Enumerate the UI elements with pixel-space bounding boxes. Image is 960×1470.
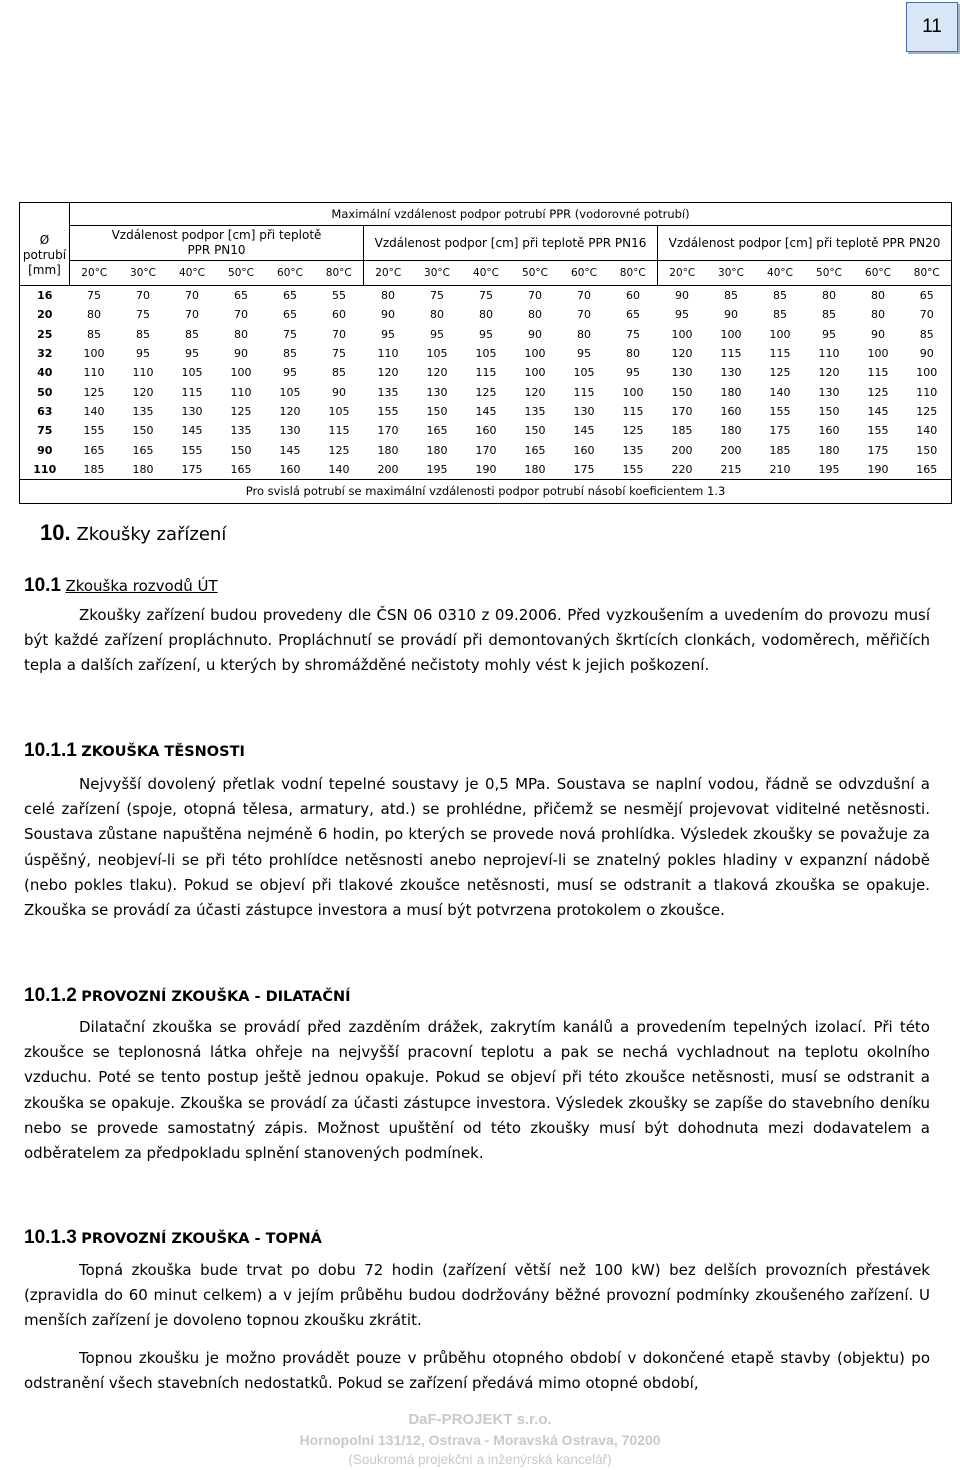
paragraph-heating-test: Topná zkouška bude trvat po dobu 72 hodin (zařízení větší než 100 kW) bez delších provozních přestávek (zpravidla do 60 minut celkem) a v jejím průběhu budou dodržovány běžné provozní podmínky zkoušeného zařízení. U menších zařízení je dovoleno topnou zkoušku zkrátit. bbox=[24, 1261, 930, 1330]
distance-cell: 80 bbox=[234, 327, 248, 341]
distance-cell: 100 bbox=[622, 385, 644, 399]
distance-cell: 145 bbox=[867, 404, 889, 418]
distance-cell: 100 bbox=[524, 366, 546, 380]
temperature-header-cell: 50°C bbox=[511, 261, 560, 286]
distance-cell: 80 bbox=[577, 327, 591, 341]
table-row bbox=[20, 286, 952, 306]
distance-cell: 135 bbox=[524, 404, 546, 418]
distance-cell: 180 bbox=[720, 385, 742, 399]
distance-cell: 115 bbox=[769, 347, 791, 361]
paragraph-leak-test: Nejvyšší dovolený přetlak vodní tepelné soustavy je 0,5 MPa. Soustava se naplní vodou, řádně se odvzdušní a celé zařízení (spoje, otopná tělesa, armatury, atd.) se prohlédne, přičemž se nesmějí projevovat viditelné netěsnosti. Soustava zůstane napuštěna nejméně 6 hodin, po kterých se provede nová prohlídka. Výsledek zkoušky se považuje za úspěšný, neobjeví-li se při této prohlídce netěsnosti anebo neprojeví-li se znatelný pokles hladiny v expanzní nádobě (nebo pokles tlaku). Pokud se objeví při tlakové zkoušce netěsnosti, musí se odstranit a tlaková zkouška se opakuje. Zkouška se provádí za účasti zástupce investora a musí být potvrzena protokolem o zkoušce. bbox=[24, 775, 930, 920]
distance-cell: 180 bbox=[818, 443, 840, 457]
distance-cell: 165 bbox=[132, 443, 154, 457]
diameter-header-line: [mm] bbox=[28, 262, 61, 277]
distance-cell: 85 bbox=[87, 327, 101, 341]
temperature-header-cell: 50°C bbox=[805, 261, 854, 286]
heading-number: 10.1.1 bbox=[24, 740, 77, 761]
heading-number: 10.1.3 bbox=[24, 1227, 77, 1248]
distance-cell: 105 bbox=[573, 366, 595, 380]
distance-cell: 130 bbox=[181, 404, 203, 418]
diameter-cell: 75 bbox=[20, 421, 70, 440]
heading-number: 10.1.2 bbox=[24, 985, 77, 1006]
diameter-cell: 63 bbox=[20, 402, 70, 421]
distance-cell: 100 bbox=[230, 366, 252, 380]
heading-title: ZKOUŠKA TĚSNOSTI bbox=[81, 744, 245, 760]
distance-cell: 155 bbox=[83, 424, 105, 438]
distance-cell: 200 bbox=[671, 443, 693, 457]
distance-cell: 80 bbox=[871, 308, 885, 322]
distance-cell: 185 bbox=[671, 424, 693, 438]
page-footer bbox=[0, 1410, 960, 1470]
distance-cell: 150 bbox=[524, 424, 546, 438]
distance-cell: 70 bbox=[332, 327, 346, 341]
distance-cell: 110 bbox=[903, 382, 952, 401]
distance-cell: 150 bbox=[230, 443, 252, 457]
distance-cell: 110 bbox=[132, 366, 154, 380]
distance-cell: 180 bbox=[377, 443, 399, 457]
temperature-header-cell: 60°C bbox=[560, 261, 609, 286]
distance-cell: 80 bbox=[528, 308, 542, 322]
distance-cell: 100 bbox=[720, 327, 742, 341]
distance-cell: 130 bbox=[426, 385, 448, 399]
distance-cell: 110 bbox=[377, 347, 399, 361]
distance-cell: 85 bbox=[136, 327, 150, 341]
distance-cell: 160 bbox=[818, 424, 840, 438]
distance-cell: 140 bbox=[769, 385, 791, 399]
distance-cell: 75 bbox=[332, 347, 346, 361]
distance-cell: 145 bbox=[475, 404, 497, 418]
distance-cell: 125 bbox=[769, 366, 791, 380]
diameter-cell: 32 bbox=[20, 344, 70, 363]
distance-cell: 145 bbox=[573, 424, 595, 438]
distance-cell: 90 bbox=[234, 347, 248, 361]
distance-cell: 150 bbox=[426, 404, 448, 418]
distance-cell: 165 bbox=[83, 443, 105, 457]
distance-cell: 100 bbox=[524, 347, 546, 361]
diameter-cell: 90 bbox=[20, 440, 70, 459]
distance-cell: 120 bbox=[426, 366, 448, 380]
distance-cell: 185 bbox=[769, 443, 791, 457]
diameter-header-line: potrubí bbox=[22, 247, 67, 262]
distance-cell: 125 bbox=[328, 443, 350, 457]
table-row bbox=[20, 325, 952, 344]
distance-cell: 120 bbox=[279, 404, 301, 418]
distance-cell: 180 bbox=[720, 424, 742, 438]
distance-cell: 115 bbox=[181, 385, 203, 399]
distance-cell: 80 bbox=[871, 289, 885, 303]
distance-cell: 60 bbox=[626, 289, 640, 303]
distance-cell: 160 bbox=[475, 424, 497, 438]
distance-cell: 95 bbox=[577, 347, 591, 361]
distance-cell: 115 bbox=[475, 366, 497, 380]
distance-cell: 100 bbox=[903, 363, 952, 382]
diameter-cell: 50 bbox=[20, 382, 70, 401]
distance-cell: 180 bbox=[426, 443, 448, 457]
distance-cell: 105 bbox=[181, 366, 203, 380]
intro-paragraph: Zkoušky zařízení budou provedeny dle ČSN 06 0310 z 09.2006. Před vyzkoušením a uvedením do provozu musí být každé zařízení propláchnuto. Propláchnutí se provádí při demontovaných škrtících clonkách, vodoměrech, měřičích tepla a dalších zařízení, u kterých by shromážděné nečistoty mohly vést k jejich poškození. bbox=[24, 606, 930, 675]
distance-cell: 90 bbox=[724, 308, 738, 322]
group-header-pn20: Vzdálenost podpor [cm] při teplotě PPR PN20 bbox=[658, 226, 952, 261]
distance-cell: 120 bbox=[132, 385, 154, 399]
diameter-header-line: Ø bbox=[39, 232, 50, 247]
distance-cell: 175 bbox=[769, 424, 791, 438]
distance-cell: 110 bbox=[230, 385, 252, 399]
distance-cell: 80 bbox=[430, 308, 444, 322]
distance-cell: 155 bbox=[769, 404, 791, 418]
temperature-header-cell: 30°C bbox=[119, 261, 168, 286]
distance-cell: 80 bbox=[479, 308, 493, 322]
footer-address: Hornopolní 131/12, Ostrava - Moravská Ostrava, 70200 bbox=[299, 1432, 661, 1448]
table-note: Pro svislá potrubí se maximální vzdálenosti podpor potrubí násobí koeficientem 1.3 bbox=[20, 479, 952, 503]
distance-cell: 75 bbox=[626, 327, 640, 341]
distance-cell: 160 bbox=[720, 404, 742, 418]
support-distance-table-container bbox=[19, 202, 951, 504]
distance-cell: 120 bbox=[671, 347, 693, 361]
diameter-cell: 25 bbox=[20, 325, 70, 344]
distance-cell: 210 bbox=[769, 462, 791, 476]
distance-cell: 90 bbox=[903, 344, 952, 363]
distance-cell: 95 bbox=[822, 327, 836, 341]
distance-cell: 105 bbox=[328, 404, 350, 418]
distance-cell: 135 bbox=[377, 385, 399, 399]
table-title: Maximální vzdálenost podpor potrubí PPR (vodorovné potrubí) bbox=[70, 203, 952, 226]
heading-title: PROVOZNÍ ZKOUŠKA - DILATAČNÍ bbox=[81, 989, 351, 1005]
distance-cell: 125 bbox=[230, 404, 252, 418]
table-row bbox=[20, 363, 952, 382]
section-title: Zkoušky zařízení bbox=[76, 524, 227, 545]
distance-cell: 70 bbox=[136, 289, 150, 303]
distance-cell: 100 bbox=[83, 347, 105, 361]
distance-cell: 215 bbox=[720, 462, 742, 476]
distance-cell: 95 bbox=[283, 366, 297, 380]
distance-cell: 85 bbox=[822, 308, 836, 322]
distance-cell: 175 bbox=[867, 443, 889, 457]
paragraph-heating-test-continued: Topnou zkoušku je možno provádět pouze v průběhu otopného období v dokončené etapě stavby (objektu) po odstranění všech stavebních nedostatků. Pokud se zařízení předává mimo otopné období, bbox=[24, 1349, 930, 1393]
distance-cell: 200 bbox=[720, 443, 742, 457]
distance-cell: 160 bbox=[279, 462, 301, 476]
distance-cell: 85 bbox=[332, 366, 346, 380]
subsection-heading bbox=[24, 575, 218, 597]
footer-company: DaF-PROJEKT s.r.o. bbox=[408, 1411, 552, 1428]
distance-cell: 70 bbox=[185, 289, 199, 303]
temperature-header-cell: 80°C bbox=[315, 261, 364, 286]
distance-cell: 85 bbox=[903, 325, 952, 344]
distance-cell: 95 bbox=[185, 347, 199, 361]
distance-cell: 130 bbox=[573, 404, 595, 418]
distance-cell: 65 bbox=[283, 308, 297, 322]
distance-cell: 80 bbox=[87, 308, 101, 322]
diameter-header bbox=[20, 226, 70, 286]
table-row bbox=[20, 440, 952, 459]
distance-cell: 195 bbox=[818, 462, 840, 476]
distance-cell: 115 bbox=[720, 347, 742, 361]
distance-cell: 135 bbox=[230, 424, 252, 438]
distance-cell: 70 bbox=[234, 308, 248, 322]
temperature-header-cell: 60°C bbox=[266, 261, 315, 286]
distance-cell: 145 bbox=[279, 443, 301, 457]
temperature-header-cell: 80°C bbox=[903, 261, 952, 286]
distance-cell: 85 bbox=[283, 347, 297, 361]
distance-cell: 155 bbox=[181, 443, 203, 457]
distance-cell: 155 bbox=[377, 404, 399, 418]
distance-cell: 190 bbox=[475, 462, 497, 476]
distance-cell: 110 bbox=[818, 347, 840, 361]
distance-cell: 115 bbox=[867, 366, 889, 380]
distance-cell: 95 bbox=[675, 308, 689, 322]
distance-cell: 65 bbox=[903, 286, 952, 306]
distance-cell: 150 bbox=[818, 404, 840, 418]
distance-cell: 125 bbox=[83, 385, 105, 399]
distance-cell: 75 bbox=[136, 308, 150, 322]
heading-title: PROVOZNÍ ZKOUŠKA - TOPNÁ bbox=[81, 1231, 322, 1247]
distance-cell: 130 bbox=[671, 366, 693, 380]
distance-cell: 85 bbox=[773, 308, 787, 322]
distance-cell: 90 bbox=[528, 327, 542, 341]
distance-cell: 165 bbox=[230, 462, 252, 476]
table-row bbox=[20, 305, 952, 324]
group-header-pn10 bbox=[70, 226, 364, 261]
distance-cell: 85 bbox=[724, 289, 738, 303]
distance-cell: 150 bbox=[903, 440, 952, 459]
footer-note: (Soukromá projekční a inženýrská kancelář) bbox=[348, 1452, 612, 1467]
distance-cell: 135 bbox=[622, 443, 644, 457]
subsection-title: Zkouška rozvodů ÚT bbox=[65, 577, 218, 595]
distance-cell: 190 bbox=[867, 462, 889, 476]
temperature-header-cell: 60°C bbox=[854, 261, 903, 286]
distance-cell: 75 bbox=[479, 289, 493, 303]
table-corner bbox=[20, 203, 70, 226]
distance-cell: 85 bbox=[185, 327, 199, 341]
distance-cell: 115 bbox=[573, 385, 595, 399]
section-heading bbox=[40, 520, 226, 546]
distance-cell: 75 bbox=[283, 327, 297, 341]
support-distance-table bbox=[19, 202, 952, 504]
distance-cell: 90 bbox=[675, 289, 689, 303]
distance-cell: 95 bbox=[381, 327, 395, 341]
distance-cell: 105 bbox=[279, 385, 301, 399]
distance-cell: 125 bbox=[622, 424, 644, 438]
temperature-header-cell: 20°C bbox=[70, 261, 119, 286]
distance-cell: 125 bbox=[867, 385, 889, 399]
distance-cell: 70 bbox=[903, 305, 952, 324]
distance-cell: 100 bbox=[671, 327, 693, 341]
temperature-header-cell: 30°C bbox=[707, 261, 756, 286]
distance-cell: 165 bbox=[426, 424, 448, 438]
temperature-header-row bbox=[20, 261, 952, 286]
distance-cell: 220 bbox=[671, 462, 693, 476]
temperature-header-cell: 40°C bbox=[168, 261, 217, 286]
temperature-header-cell: 40°C bbox=[462, 261, 511, 286]
diameter-cell: 16 bbox=[20, 286, 70, 306]
table-row bbox=[20, 421, 952, 440]
distance-cell: 115 bbox=[328, 424, 350, 438]
distance-cell: 170 bbox=[377, 424, 399, 438]
diameter-cell: 110 bbox=[20, 460, 70, 480]
distance-cell: 120 bbox=[377, 366, 399, 380]
distance-cell: 100 bbox=[867, 347, 889, 361]
distance-cell: 115 bbox=[622, 404, 644, 418]
distance-cell: 75 bbox=[87, 289, 101, 303]
temperature-header-cell: 20°C bbox=[364, 261, 413, 286]
distance-cell: 80 bbox=[822, 289, 836, 303]
distance-cell: 150 bbox=[132, 424, 154, 438]
distance-cell: 105 bbox=[426, 347, 448, 361]
group-header-pn16: Vzdálenost podpor [cm] při teplotě PPR PN16 bbox=[364, 226, 658, 261]
distance-cell: 95 bbox=[430, 327, 444, 341]
distance-cell: 135 bbox=[132, 404, 154, 418]
distance-cell: 95 bbox=[479, 327, 493, 341]
distance-cell: 65 bbox=[626, 308, 640, 322]
distance-cell: 70 bbox=[577, 308, 591, 322]
group-header-line: Vzdálenost podpor [cm] při teplotě bbox=[111, 228, 322, 242]
paragraph-dilatation-test: Dilatační zkouška se provádí před zazděním drážek, zakrytím kanálů a provedením tepelných izolací. Při této zkoušce se teplonosná látka ohřeje na nejvyšší pracovní teplotu a pak se nechá vychladnout na teplotu okolního vzduchu. Poté se tento postup ještě jednou opakuje. Pokud se objeví při této zkoušce netěsnosti, musí se odstranit a zkouška se opakuje. Zkouška se provádí za účasti zástupce investora. Výsledek zkoušky se zapíše do stavebního deníku nebo se provede samostatný zápis. Možnost upuštění od této zkoušky musí být dohodnuta mezi dodavatelem a odběratelem za předpokladu splnění stanovených podmínek. bbox=[24, 1018, 930, 1163]
distance-cell: 170 bbox=[475, 443, 497, 457]
distance-cell: 130 bbox=[279, 424, 301, 438]
distance-cell: 105 bbox=[475, 347, 497, 361]
distance-cell: 140 bbox=[83, 404, 105, 418]
distance-cell: 140 bbox=[328, 462, 350, 476]
distance-cell: 90 bbox=[381, 308, 395, 322]
distance-cell: 155 bbox=[867, 424, 889, 438]
distance-cell: 165 bbox=[524, 443, 546, 457]
heading-10-1-2 bbox=[24, 985, 351, 1007]
distance-cell: 65 bbox=[234, 289, 248, 303]
distance-cell: 130 bbox=[720, 366, 742, 380]
distance-cell: 150 bbox=[671, 385, 693, 399]
heading-10-1-3 bbox=[24, 1227, 322, 1249]
distance-cell: 185 bbox=[83, 462, 105, 476]
distance-cell: 90 bbox=[871, 327, 885, 341]
section-number: 10. bbox=[40, 520, 71, 545]
table-row bbox=[20, 460, 952, 480]
distance-cell: 110 bbox=[83, 366, 105, 380]
distance-cell: 100 bbox=[769, 327, 791, 341]
distance-cell: 120 bbox=[818, 366, 840, 380]
distance-cell: 175 bbox=[573, 462, 595, 476]
distance-cell: 120 bbox=[524, 385, 546, 399]
heading-10-1-1 bbox=[24, 740, 245, 762]
diameter-cell: 20 bbox=[20, 305, 70, 324]
distance-cell: 140 bbox=[903, 421, 952, 440]
temperature-header-cell: 20°C bbox=[658, 261, 707, 286]
diameter-cell: 40 bbox=[20, 363, 70, 382]
distance-cell: 130 bbox=[818, 385, 840, 399]
table-row bbox=[20, 344, 952, 363]
page-number: 11 bbox=[906, 2, 958, 52]
distance-cell: 175 bbox=[181, 462, 203, 476]
table-row bbox=[20, 382, 952, 401]
distance-cell: 55 bbox=[332, 289, 346, 303]
distance-cell: 200 bbox=[377, 462, 399, 476]
distance-cell: 195 bbox=[426, 462, 448, 476]
distance-cell: 125 bbox=[475, 385, 497, 399]
distance-cell: 65 bbox=[283, 289, 297, 303]
distance-cell: 90 bbox=[332, 385, 346, 399]
distance-cell: 70 bbox=[577, 289, 591, 303]
distance-cell: 80 bbox=[626, 347, 640, 361]
distance-cell: 95 bbox=[626, 366, 640, 380]
temperature-header-cell: 30°C bbox=[413, 261, 462, 286]
distance-cell: 75 bbox=[430, 289, 444, 303]
distance-cell: 95 bbox=[136, 347, 150, 361]
distance-cell: 180 bbox=[524, 462, 546, 476]
distance-cell: 70 bbox=[185, 308, 199, 322]
distance-cell: 70 bbox=[528, 289, 542, 303]
temperature-header-cell: 80°C bbox=[609, 261, 658, 286]
distance-cell: 60 bbox=[332, 308, 346, 322]
group-header-line: PPR PN10 bbox=[187, 243, 246, 257]
temperature-header-cell: 40°C bbox=[756, 261, 805, 286]
temperature-header-cell: 50°C bbox=[217, 261, 266, 286]
distance-cell: 125 bbox=[903, 402, 952, 421]
distance-cell: 165 bbox=[903, 460, 952, 480]
distance-cell: 80 bbox=[381, 289, 395, 303]
distance-cell: 180 bbox=[132, 462, 154, 476]
subsection-number: 10.1 bbox=[24, 575, 61, 596]
distance-cell: 170 bbox=[671, 404, 693, 418]
distance-cell: 160 bbox=[573, 443, 595, 457]
distance-cell: 145 bbox=[181, 424, 203, 438]
distance-cell: 155 bbox=[622, 462, 644, 476]
distance-cell: 85 bbox=[773, 289, 787, 303]
table-row bbox=[20, 402, 952, 421]
